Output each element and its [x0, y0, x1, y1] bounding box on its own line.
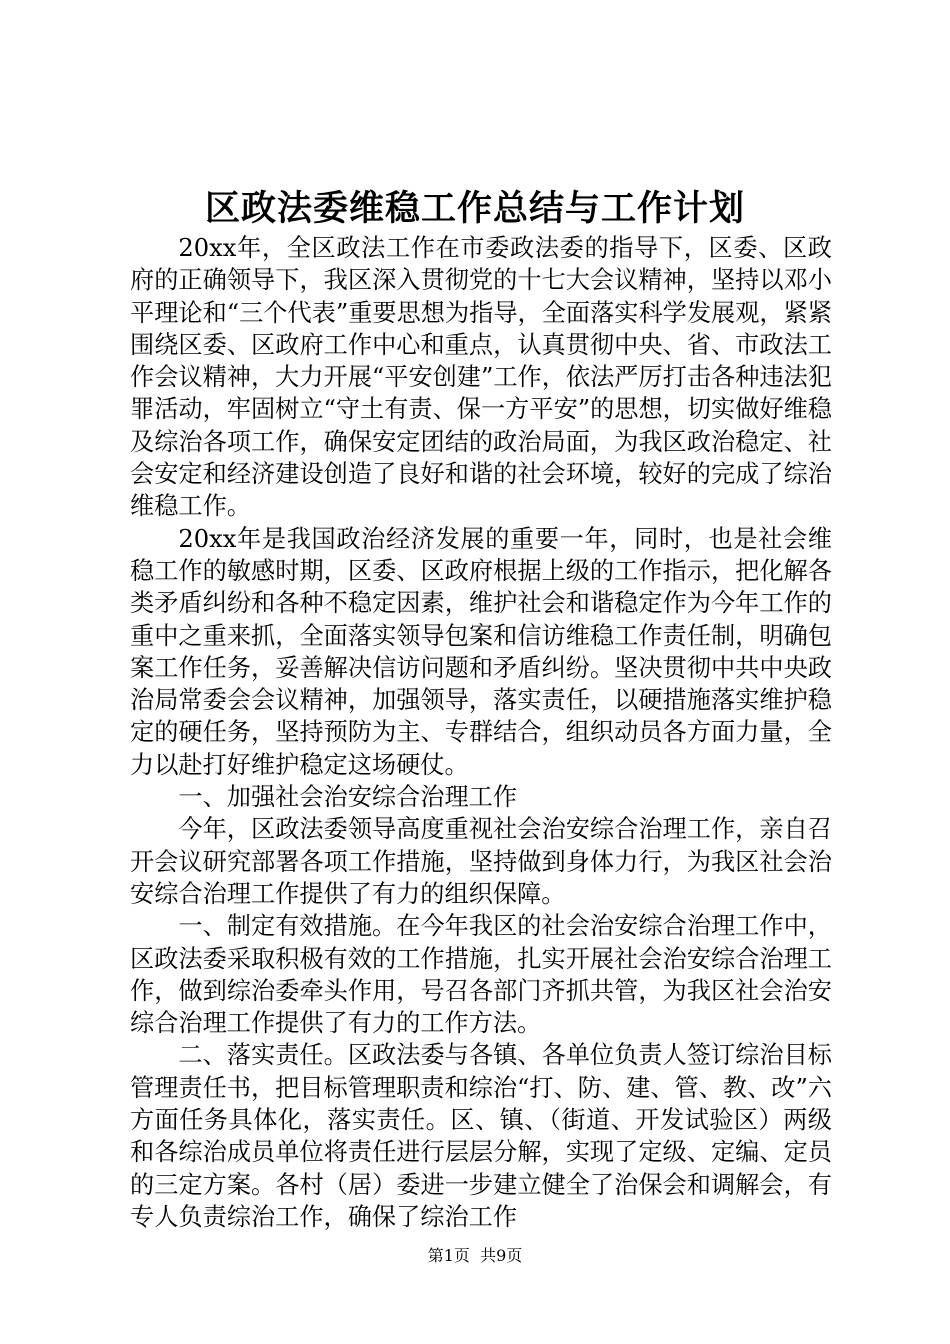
- page-number: 第1页: [427, 1246, 470, 1265]
- page-total: 共9页: [480, 1246, 523, 1265]
- paragraph-stability: 20xx年是我国政治经济发展的重要一年，同时，也是社会维稳工作的敏感时期，区委、区政府根据上级的工作指示，把化解各类矛盾纠纷和各种不稳定因素，维护社会和谐稳定作为今年工作的重中之重来抓，全面落实领导包案和信访维稳工作责任制，明确包案工作任务，妥善解决信访问题和矛盾纠纷。坚决贯彻中共中央政治局常委会会议精神，加强领导，落实责任，以硬措施落实维护稳定的硬任务，坚持预防为主、专群结合，组织动员各方面力量，全力以赴打好维护稳定这场硬仗。: [130, 524, 832, 779]
- page-footer: [0, 1246, 950, 1266]
- section-heading-1: 一、加强社会治安综合治理工作: [178, 783, 518, 812]
- paragraph-leadership: 今年，区政法委领导高度重视社会治安综合治理工作，亲自召开会议研究部署各项工作措施，坚持做到身体力行，为我区社会治安综合治理工作提供了有力的组织保障。: [130, 815, 832, 908]
- paragraph-responsibility: 二、落实责任。区政法委与各镇、各单位负责人签订综治目标管理责任书，把目标管理职责和综治“打、防、建、管、教、改”六方面任务具体化，落实责任。区、镇、（街道、开发试验区）两级和各综治成员单位将责任进行层层分解，实现了定级、定编、定员的三定方案。各村（居）委进一步建立健全了治保会和调解会，有专人负责综治工作，确保了综治工作: [130, 1041, 832, 1231]
- document-title: 区政法委维稳工作总结与工作计划: [204, 189, 745, 229]
- document-body: [130, 232, 832, 1233]
- paragraph-measures: 一、制定有效措施。在今年我区的社会治安综合治理工作中，区政法委采取积极有效的工作措施，扎实开展社会治安综合治理工作，做到综治委牵头作用，号召各部门齐抓共管，为我区社会治安综合治理工作提供了有力的工作方法。: [130, 912, 832, 1038]
- paragraph-intro: 20xx年，全区政法工作在市委政法委的指导下，区委、区政府的正确领导下，我区深入贯彻党的十七大会议精神，坚持以邓小平理论和“三个代表”重要思想为指导，全面落实科学发展观，紧紧围绕区委、区政府工作中心和重点，认真贯彻中央、省、市政法工作会议精神，大力开展“平安创建”工作，依法严厉打击各种违法犯罪活动，牢固树立“守土有责、保一方平安”的思想，切实做好维稳及综治各项工作，确保安定团结的政治局面，为我区政治稳定、社会安定和经济建设创造了良好和谐的社会环境，较好的完成了综治维稳工作。: [130, 234, 832, 521]
